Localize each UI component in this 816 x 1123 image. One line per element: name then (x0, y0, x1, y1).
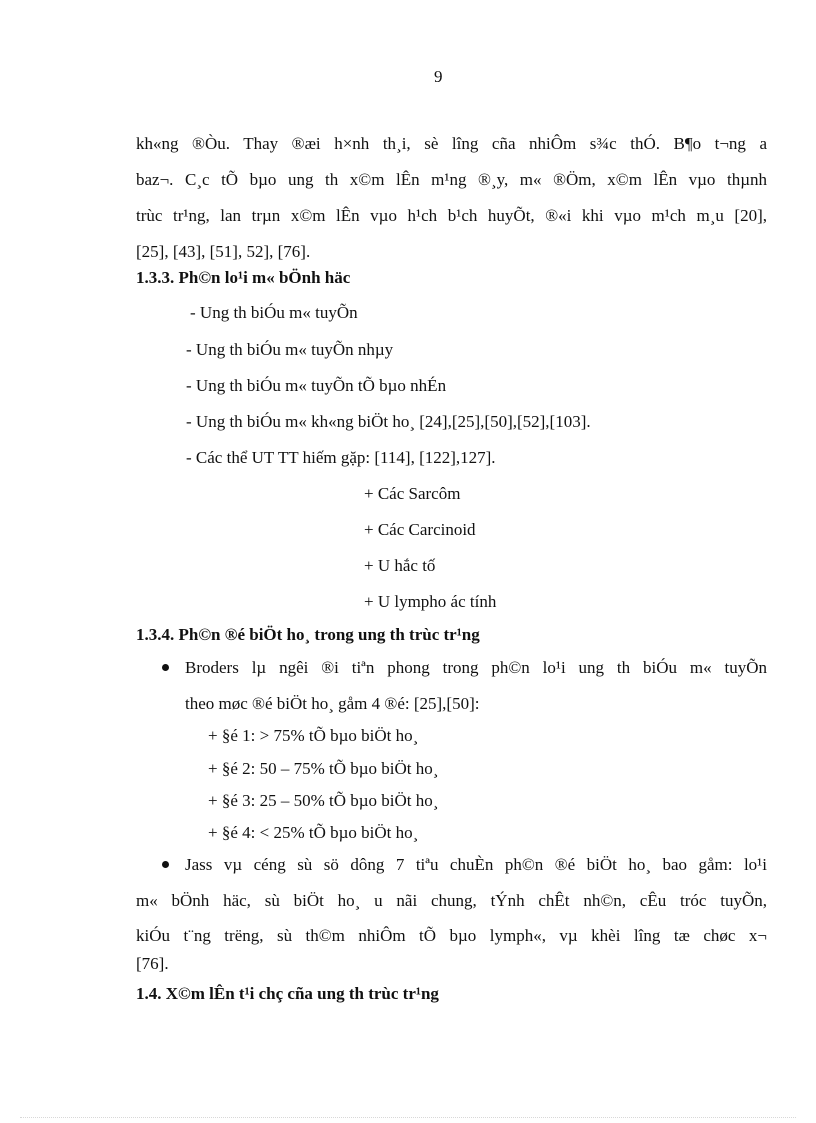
list-item: - Ung th biÓu m« tuyÕn tÕ bµo nhÉn (186, 376, 447, 395)
section-heading: 1.3.3. Ph©n lo¹i m« bÖnh häc (136, 268, 351, 287)
page-bottom-divider (20, 1117, 796, 1118)
section-heading: 1.4. X©m lÊn t¹i chç cña ung th trùc tr¹ng (136, 984, 439, 1003)
paragraph-line: [25], [43], [51], 52], [76]. (136, 242, 311, 261)
sub-list-item: + U hắc tố (364, 556, 436, 575)
paragraph-line: m« bÖnh häc, sù biÖt ho¸ u nãi chung, tÝnh chÊt nh©n, cÊu tróc tuyÕn, (136, 891, 767, 910)
bullet-text: theo møc ®é biÖt ho¸ gåm 4 ®é: [25],[50]: (185, 694, 480, 713)
sub-list-item: + U lympho ác tính (364, 592, 497, 611)
page-number: 9 (434, 67, 443, 86)
paragraph-line: [76]. (136, 954, 169, 973)
paragraph-line: baz¬. C¸c tÕ bµo ung th x©m lÊn m¹ng ®¸y, m« ®Öm, x©m lÊn vµo thµnh (136, 170, 767, 189)
bullet-icon (162, 861, 169, 868)
section-heading: 1.3.4. Ph©n ®é biÖt ho¸ trong ung th trùc tr¹ng (136, 625, 480, 644)
paragraph-line: kh«ng ®Òu. Thay ®æi h×nh th¸i, sè lîng cña nhiÔm s¾c thÓ. B¶o t¬ng a (136, 134, 767, 153)
paragraph-line: kiÓu t¨ng trëng, sù th©m nhiÔm tÕ bµo lymph«, vµ khèi lîng tæ chøc x¬ (136, 926, 767, 945)
grade-item: + §é 1: > 75% tÕ bµo biÖt ho¸ (208, 726, 419, 745)
sub-list-item: + Các Sarcôm (364, 484, 461, 503)
bullet-icon (162, 664, 169, 671)
list-item: - Các thể UT TT hiếm gặp: [114], [122],127]. (186, 448, 496, 467)
grade-item: + §é 3: 25 – 50% tÕ bµo biÖt ho¸ (208, 791, 439, 810)
bullet-text: Jass vµ céng sù sö dông 7 tiªu chuÈn ph©n ®é biÖt ho¸ bao gåm: lo¹i (185, 855, 767, 874)
grade-item: + §é 2: 50 – 75% tÕ bµo biÖt ho¸ (208, 759, 439, 778)
list-item: - Ung th biÓu m« tuyÕn (190, 303, 358, 322)
sub-list-item: + Các Carcinoid (364, 520, 476, 539)
list-item: - Ung th biÓu m« kh«ng biÖt ho¸ [24],[25],[50],[52],[103]. (186, 412, 591, 431)
bullet-text: Broders lµ ngêi ®i tiªn phong trong ph©n lo¹i ung th biÓu m« tuyÕn (185, 658, 767, 677)
grade-item: + §é 4: < 25% tÕ bµo biÖt ho¸ (208, 823, 419, 842)
list-item: - Ung th biÓu m« tuyÕn nhµy (186, 340, 394, 359)
paragraph-line: trùc tr¹ng, lan trµn x©m lÊn vµo h¹ch b¹ch huyÕt, ®«i khi vµo m¹ch m¸u [20], (136, 206, 767, 225)
